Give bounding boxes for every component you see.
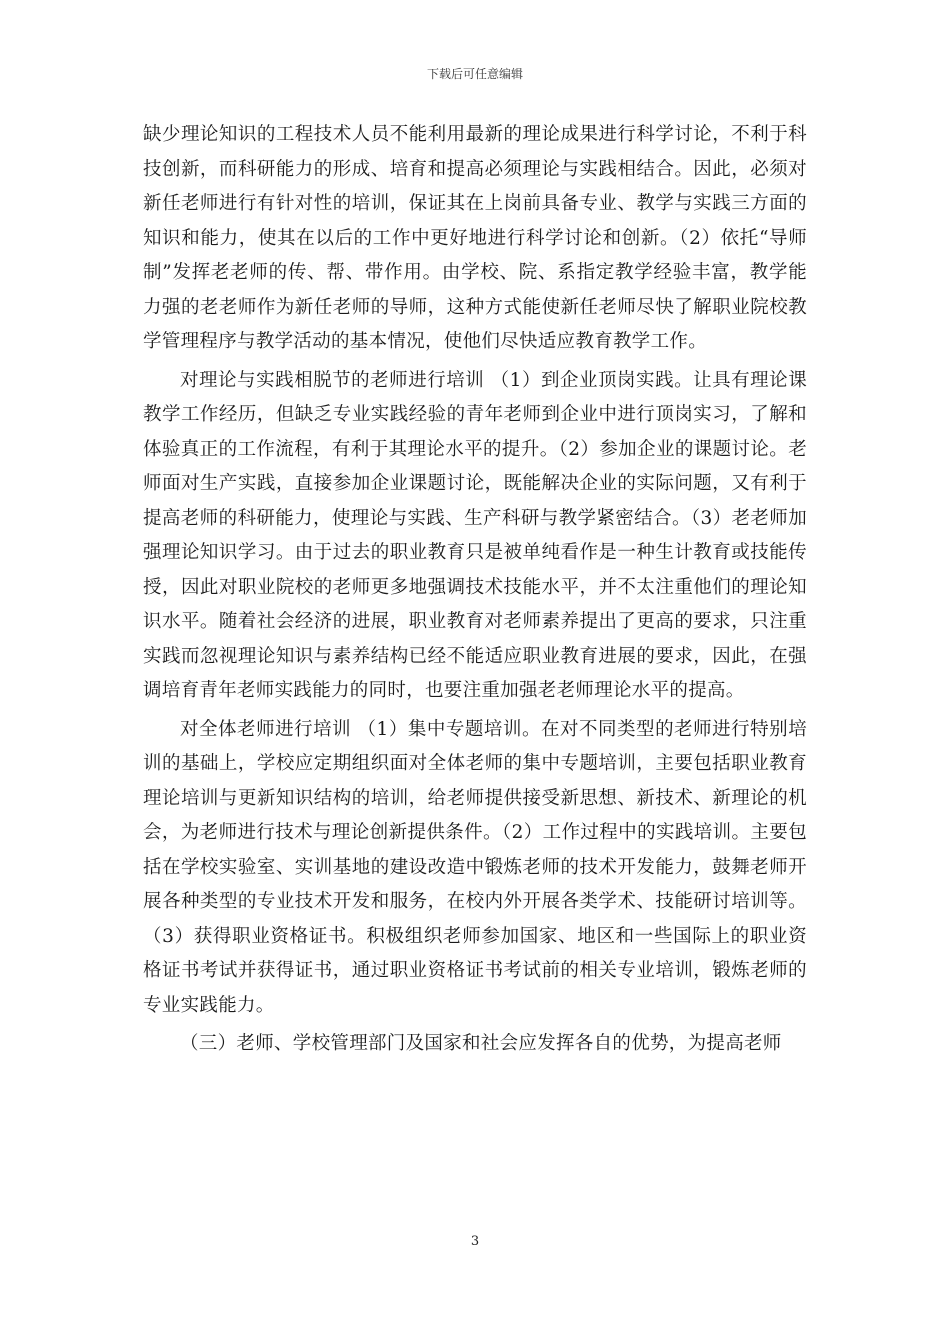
paragraph-all-teachers-training: 对全体老师进行培训 （1）集中专题培训。在对不同类型的老师进行特别培训的基础上，学校应定期组织面对全体老师的集中专题培训，主要包括职业教育理论培训与更新知识结构的培训，给老师提供接受新思想、新技术、新理论的机会，为老师进行技术与理论创新提供条件。（2）工作过程中的实践培训。主要包括在学校实验室、实训基地的建设改造中锻炼老师的技术开发能力，鼓舞老师开展各种类型的专业技术开发和服务，在校内外开展各类学术、技能研讨培训等。（3）获得职业资格证书。积极组织老师参加国家、地区和一些国际上的职业资格证书考试并获得证书，通过职业资格证书考试前的相关专业培训，锻炼老师的专业实践能力。 (143, 718, 807, 1016)
paragraph-continuation: 缺少理论知识的工程技术人员不能利用最新的理论成果进行科学讨论，不利于科技创新，而科研能力的形成、培育和提高必须理论与实践相结合。因此，必须对新任老师进行有针对性的培训，保证其在上岗前具备专业、教学与实践三方面的知识和能力，使其在以后的工作中更好地进行科学讨论和创新。（2）依托“导师制”发挥老老师的传、帮、带作用。由学校、院、系指定教学经验丰富，教学能力强的老老师作为新任老师的导师，这种方式能使新任老师尽快了解职业院校教学管理程序与教学活动的基本情况，使他们尽快适应教育教学工作。 (143, 124, 807, 352)
page-number: 3 (470, 1234, 480, 1249)
paragraph-theory-practice-training: 对理论与实践相脱节的老师进行培训 （1）到企业顶岗实践。让具有理论课教学工作经历，但缺乏专业实践经验的青年老师到企业中进行顶岗实习，了解和体验真正的工作流程，有利于其理论水平的提升。（2）参加企业的课题讨论。老师面对生产实践，直接参加企业课题讨论，既能解决企业的实际问题，又有利于提高老师的科研能力，使理论与实践、生产科研与教学紧密结合。（3）老老师加强理论知识学习。由于过去的职业教育只是被单纯看作是一种生计教育或技能传授，因此对职业院校的老师更多地强调技术技能水平，并不太注重他们的理论知识水平。随着社会经济的进展，职业教育对老师素养提出了更高的要求，只注重实践而忽视理论知识与素养结构已经不能适应职业教育进展的要求，因此，在强调培育青年老师实践能力的同时，也要注重加强老老师理论水平的提高。 (143, 369, 807, 701)
page-header-note: 下载后可任意编辑 (426, 67, 523, 81)
document-body (143, 118, 807, 1066)
paragraph-section-three-heading: （三）老师、学校管理部门及国家和社会应发挥各自的优势，为提高老师 (180, 1033, 782, 1054)
